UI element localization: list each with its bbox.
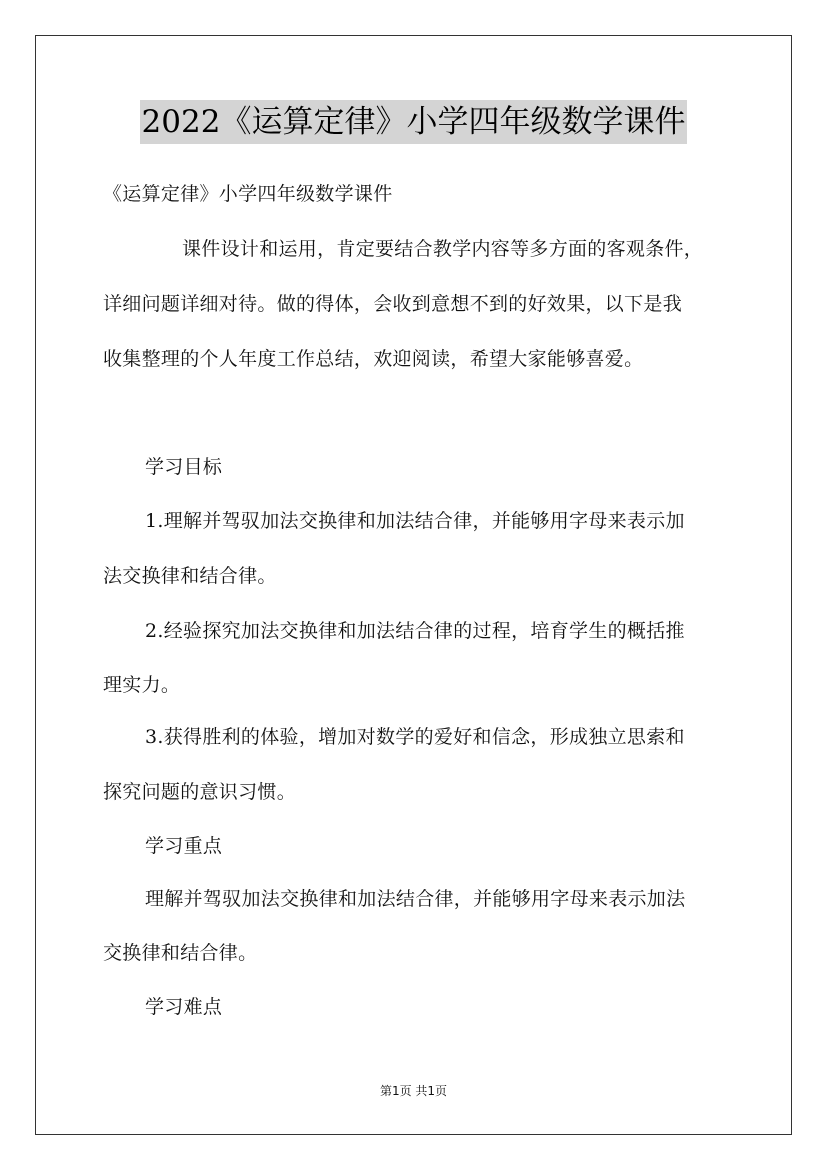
section-heading-goals: 学习目标: [145, 456, 223, 478]
page-footer: 第1页 共1页: [379, 1084, 448, 1098]
intro-line-1: 课件设计和运用，肯定要结合教学内容等多方面的客观条件，: [182, 238, 704, 260]
intro-line-3: 收集整理的个人年度工作总结，欢迎阅读，希望大家能够喜爱。: [103, 348, 644, 370]
section-heading-difficulties: 学习难点: [145, 996, 223, 1018]
section-heading-key-points: 学习重点: [145, 835, 223, 857]
document-title-block: [0, 100, 827, 144]
goal-3-line-2: 探究问题的意识习惯。: [103, 781, 297, 803]
intro-line-2: 详细问题详细对待。做的得体，会收到意想不到的好效果，以下是我: [103, 293, 683, 315]
goal-1-line-2: 法交换律和结合律。: [103, 565, 277, 587]
subtitle-line: 《运算定律》小学四年级数学课件: [103, 183, 393, 205]
key-point-line-2: 交换律和结合律。: [103, 942, 258, 964]
goal-3-line-1: 3.获得胜利的体验，增加对数学的爱好和信念，形成独立思索和: [145, 726, 685, 748]
key-point-line-1: 理解并驾驭加法交换律和加法结合律，并能够用字母来表示加法: [145, 888, 686, 910]
goal-1-line-1: 1.理解并驾驭加法交换律和加法结合律，并能够用字母来表示加: [145, 510, 685, 532]
document-title: 2022《运算定律》小学四年级数学课件: [140, 100, 688, 144]
goal-2-line-1: 2.经验探究加法交换律和加法结合律的过程，培育学生的概括推: [145, 620, 685, 642]
goal-2-line-2: 理实力。: [103, 674, 181, 696]
